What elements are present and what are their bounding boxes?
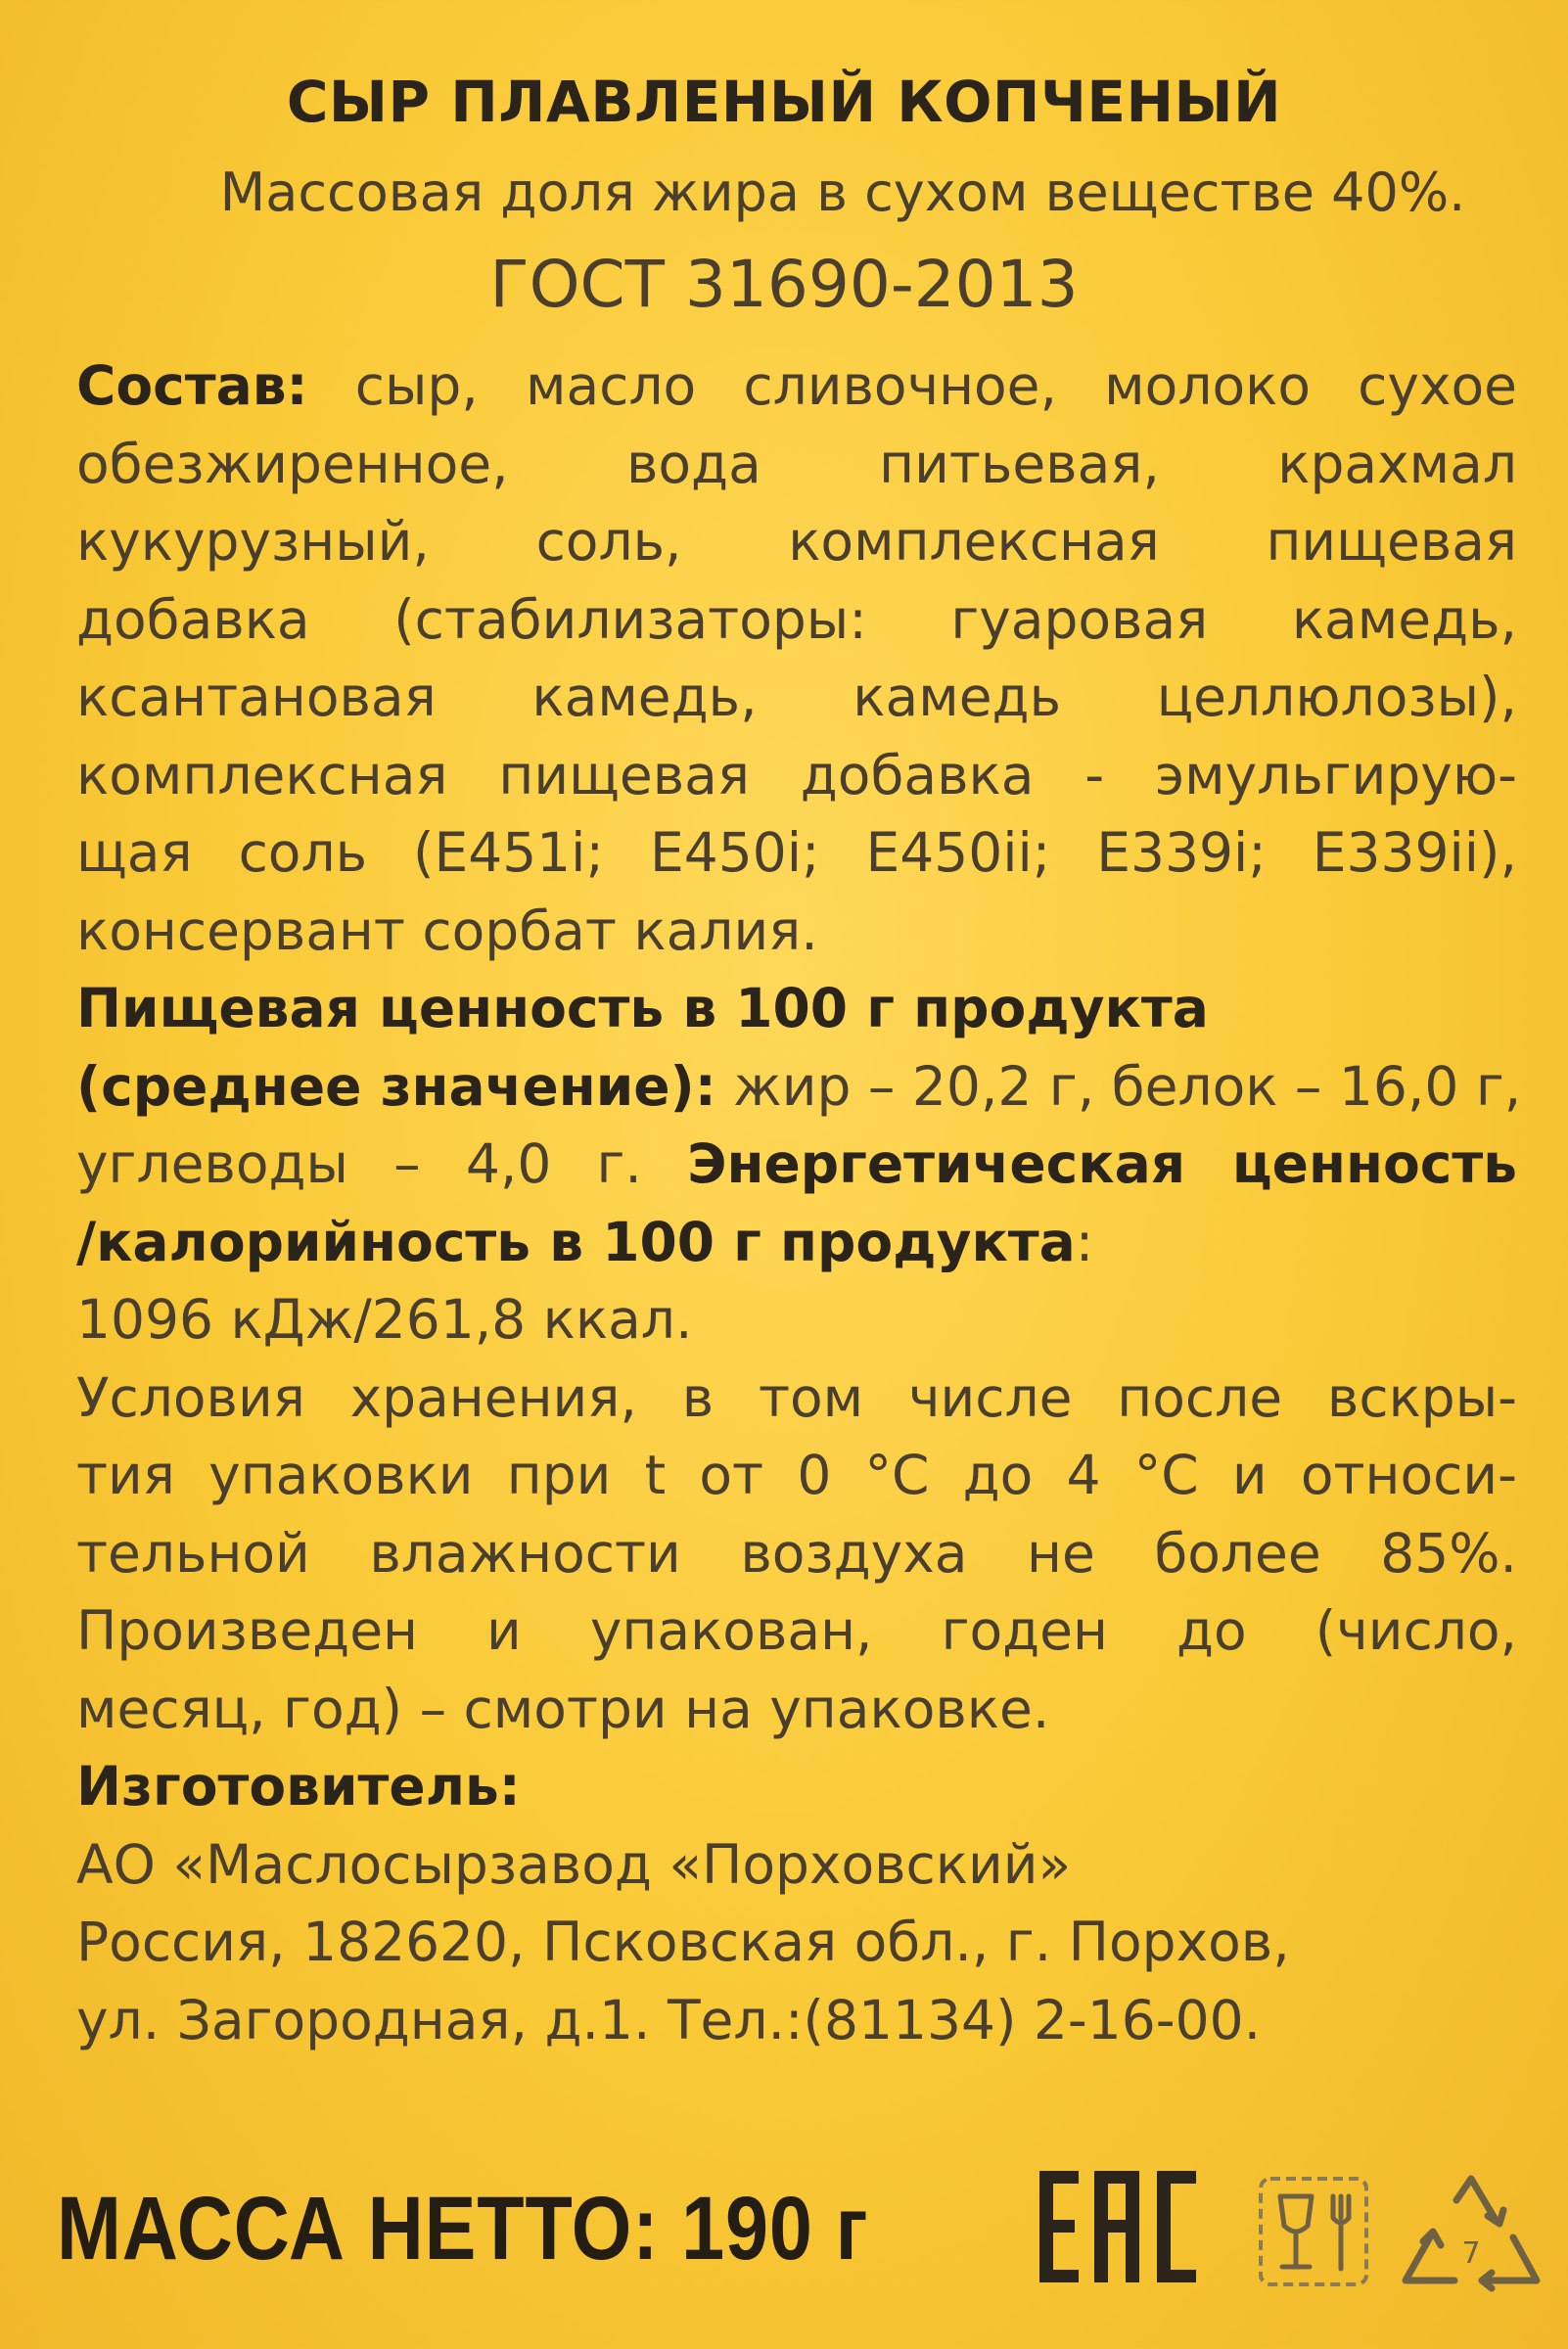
nutrition-heading-average: (среднее значение): bbox=[76, 1054, 716, 1118]
nutrition-heading: Пищевая ценность в 100 г продукта bbox=[76, 977, 1209, 1039]
glass-fork-icon bbox=[1255, 2173, 1372, 2290]
nutrition-line: углеводы – 4,0 г. Энергетическая ценность bbox=[76, 1132, 1517, 1195]
recycle-icon bbox=[1398, 2173, 1545, 2300]
product-title: СЫР ПЛАВЛЕНЫЙ КОПЧЕНЫЙ bbox=[286, 69, 1282, 135]
composition-line: щая соль (E451i; E450i; E450ii; E339i; E339ii), bbox=[76, 821, 1517, 884]
label-body-text bbox=[76, 347, 1522, 2059]
storage-line: тельной влажности воздуха не более 85%. bbox=[76, 1521, 1517, 1585]
composition-line: комплексная пищевая добавка - эмульгирую- bbox=[76, 743, 1517, 806]
energy-heading: Энергетическая ценность bbox=[687, 1132, 1517, 1195]
composition-line: кукурузный, соль, комплексная пищевая bbox=[76, 510, 1517, 573]
storage-line: месяц, год) – смотри на упаковке. bbox=[76, 1677, 1050, 1740]
eac-mark-icon bbox=[1036, 2163, 1202, 2290]
fat-content-note: Массовая доля жира в сухом веществе 40%. bbox=[219, 161, 1466, 223]
composition-label: Состав: bbox=[76, 354, 308, 417]
composition-line: Состав: сыр, масло сливочное, молоко сухое bbox=[76, 354, 1517, 417]
energy-heading-per-100g: /калорийность в 100 г продукта bbox=[76, 1210, 1076, 1273]
storage-line: Произведен и упакован, годен до (число, bbox=[76, 1599, 1517, 1662]
gost-standard: ГОСТ 31690-2013 bbox=[489, 247, 1079, 322]
net-weight: МАССА НЕТТО: 190 г bbox=[57, 2179, 869, 2279]
manufacturer-label: Изготовитель: bbox=[76, 1755, 521, 1818]
energy-value: 1096 кДж/261,8 ккал. bbox=[76, 1288, 693, 1351]
composition-line: ксантановая камедь, камедь целлюлозы), bbox=[76, 666, 1517, 728]
manufacturer-line: АО «Маслосырзавод «Порховский» bbox=[76, 1832, 1072, 1896]
composition-line: обезжиренное, вода питьевая, крахмал bbox=[76, 432, 1517, 495]
manufacturer-line: Россия, 182620, Псковская обл., г. Порхов, bbox=[76, 1911, 1290, 1973]
composition-line: консервант сорбат калия. bbox=[76, 898, 818, 962]
storage-line: тия упаковки при t от 0 °C до 4 °C и относи- bbox=[76, 1444, 1517, 1506]
energy-line: /калорийность в 100 г продукта: bbox=[76, 1210, 1094, 1273]
storage-line: Условия хранения, в том числе после вскры- bbox=[76, 1365, 1517, 1429]
recycle-code: 7 bbox=[1461, 2236, 1481, 2271]
manufacturer-line: ул. Загородная, д.1. Тел.:(81134) 2-16-00. bbox=[76, 1988, 1262, 2051]
composition-line: добавка (стабилизаторы: гуаровая камедь, bbox=[76, 587, 1517, 651]
nutrition-line: (среднее значение): жир – 20,2 г, белок – 16,0 г, bbox=[76, 1054, 1522, 1118]
